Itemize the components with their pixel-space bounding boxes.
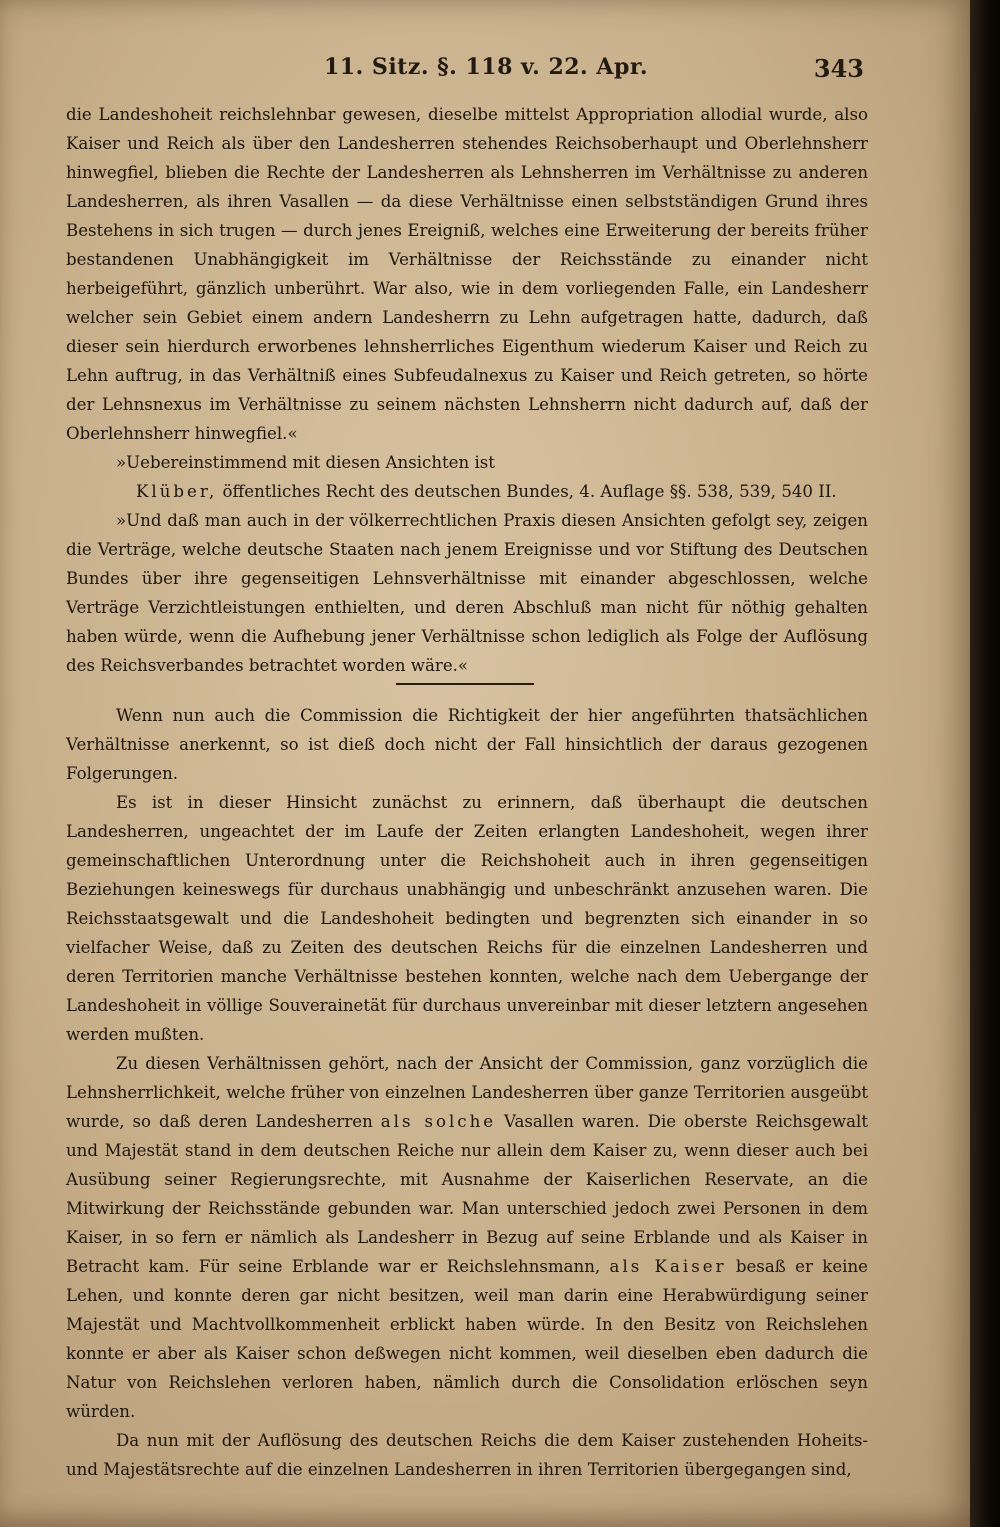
quote-closing: »Und daß man auch in der völkerrechtlichen Praxis diesen Ansichten gefolgt sey, zeigen die Verträge, welche deutsche Staaten nach jenem Ereignisse und vor Stiftung des Deutschen Bundes über ihre gegenseitigen Lehnsverhältnisse mit einander abgeschlossen, welche Verträge Verzichtleistungen enthielten, und deren Abschluß man nicht für nöthig gehalten haben würde, wenn die Aufhebung jener Verhältnisse schon lediglich als Folge der Auflösung des Reichsverbandes betrachtet worden wäre.«	[66, 511, 868, 675]
para-three-before: Zu diesen Verhältnissen gehört, nach der Ansicht der Commission, ganz vorzüglich die Lehnsherrlichkeit, welche früher von einzelnen Landesherren über ganze Territorien ausgeübt wurde, so daß deren Landesherren	[66, 1054, 868, 1131]
body-paragraph-2: Es ist in dieser Hinsicht zunächst zu erinnern, daß überhaupt die deutschen Landesherren, ungeachtet der im Laufe der Zeiten erlangten Landeshoheit, wegen ihrer gemeinschaftlichen Unterordnung unter die Reichshoheit auch in ihren gegenseitigen Beziehungen keineswegs für durchaus unabhängig und unbeschränkt anzusehen waren. Die Reichsstaatsgewalt und die Landeshoheit bedingten und begrenzten sich einander in so vielfacher Weise, daß zu Zeiten des deutschen Reichs für die einzelnen Landesherren und deren Territorien manche Verhältnisse bestehen konnten, welche nach dem Uebergange der Landeshoheit in völlige Souverainetät für durchaus unvereinbar mit dieser letztern angesehen werden mußten.	[66, 793, 868, 1044]
body-paragraph-1: Wenn nun auch die Commission die Richtigkeit der hier angeführten thatsächlichen Verhältnisse anerkennt, so ist dieß doch nicht der Fall hinsichtlich der daraus gezogenen Folgerungen.	[66, 706, 868, 783]
book-spine-shadow	[970, 0, 1000, 1527]
emphasis-als-solche: als solche	[380, 1112, 497, 1131]
page-number: 343	[813, 54, 864, 83]
quote-paragraph-2: »Uebereinstimmend mit diesen Ansichten ist	[116, 453, 495, 472]
citation	[66, 477, 868, 506]
body-paragraph-4: Da nun mit der Auflösung des deutschen Reichs die dem Kaiser zustehenden Hoheits- und Majestätsrechte auf die einzelnen Landesherren in ihren Territorien übergegangen sind,	[66, 1431, 868, 1479]
citation-author: Klüber,	[136, 482, 218, 501]
citation-reference: öffentliches Recht des deutschen Bundes, 4. Auflage §§. 538, 539, 540 II.	[217, 482, 837, 501]
body-paragraph-3	[66, 1049, 868, 1426]
section-divider	[396, 683, 534, 685]
emphasis-als-kaiser: als Kaiser	[609, 1257, 727, 1276]
para-three-middle: Vasallen waren. Die oberste Reichsgewalt und Majestät stand in dem deutschen Reiche nur allein dem Kaiser zu, wenn dieser auch bei Ausübung seiner Regierungsrechte, mit Ausnahme der Kaiserlichen Reservate, an die Mitwirkung der Reichsstände gebunden war. Man unterschied jedoch zwei Personen in dem Kaiser, in so fern er nämlich als Landesherr in Bezug auf seine Erblande und als Kaiser in Betracht kam. Für seine Erblande war er Reichslehnsmann,	[66, 1112, 869, 1276]
running-head: 11. Sitz. §. 118 v. 22. Apr.	[324, 54, 649, 80]
body-text	[66, 100, 868, 1484]
quote-paragraph-1: die Landeshoheit reichslehnbar gewesen, dieselbe mittelst Appropriation allodial wurde, also Kaiser und Reich als über den Landesherren stehendes Reichsoberhaupt und Oberlehnsherr hinwegfiel, blieben die Rechte der Landesherren als Lehnsherren im Verhältnisse zu anderen Landesherren, als ihren Vasallen — da diese Verhältnisse einen selbstständigen Grund ihres Bestehens in sich trugen — durch jenes Ereigniß, welches eine Erweiterung der bereits früher bestandenen Unabhängigkeit im Verhältnisse der Reichsstände zu einander nicht herbeigeführt, gänzlich unberührt. War also, wie in dem vorliegenden Falle, ein Landesherr welcher sein Gebiet einem andern Landesherrn zu Lehn aufgetragen hatte, dadurch, daß dieser sein hierdurch erworbenes lehnsherrliches Eigenthum wiederum Kaiser und Reich zu Lehn auftrug, in das Verhältniß eines Subfeudalnexus zu Kaiser und Reich getreten, so hörte der Lehnsnexus im Verhältnisse zu seinem nächsten Lehnsherrn nicht dadurch auf, daß der Oberlehnsherr hinwegfiel.«	[66, 105, 868, 443]
page-header	[66, 54, 870, 88]
para-three-after: besaß er keine Lehen, und konnte deren gar nicht besitzen, weil man darin eine Herabwürdigung seiner Majestät und Machtvollkommenheit erblickt haben würde. In den Besitz von Reichslehen konnte er aber als Kaiser schon deßwegen nicht kommen, weil dieselben eben dadurch die Natur von Reichslehen verloren haben, nämlich durch die Consolidation erlöschen seyn würden.	[66, 1257, 868, 1421]
